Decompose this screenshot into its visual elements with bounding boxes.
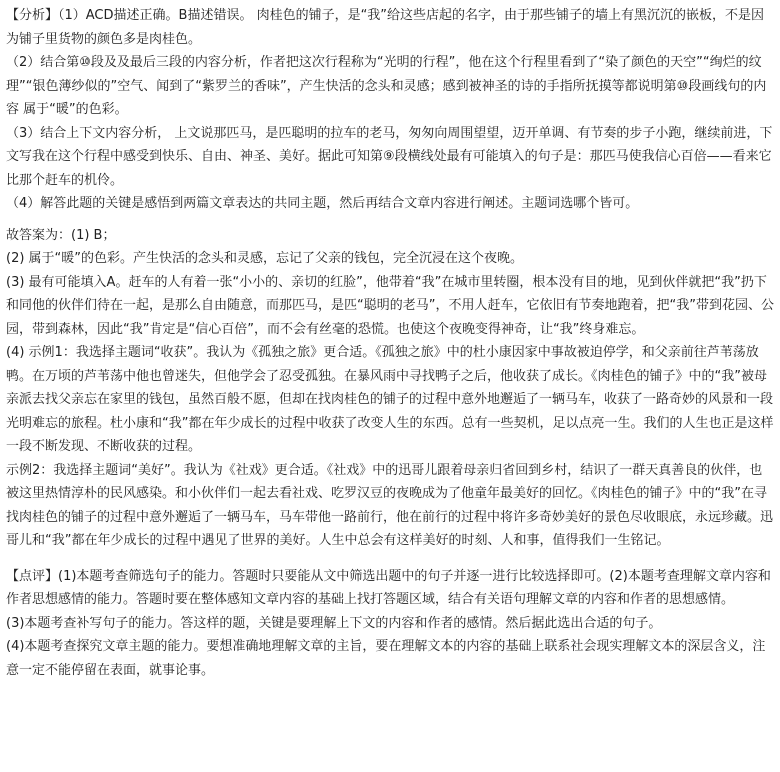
analysis-section [6, 4, 774, 216]
analysis-part-4: （4）解答此题的关键是感悟到两篇文章表达的共同主题，然后再结合文章内容进行阐述。主题词选哪个皆可。 [6, 196, 639, 211]
comment-section [6, 565, 774, 683]
answer-part-4-example-2: 示例2：我选择主题词“美好”。我认为《社戏》更合适。《社戏》中的迅哥儿跟着母亲归省回到乡村，结识了一群天真善良的伙伴，也被这里热情淳朴的民风感染。和小伙伴们一起去看社戏、吃罗汉豆的夜晚成为了他童年最美好的回忆。《肉桂色的铺子》中的“我”在寻找肉桂色的铺子的过程中意外邂逅了一辆马车，马车带他一路前行，他在前行的过程中将许多奇妙美好的景色尽收眼底，永远珍藏。迅哥儿和“我”都在年少成长的过程中遇见了世界的美好。人生中总会有这样美好的时刻、人和事，值得我们一生铭记。 [6, 462, 774, 548]
comment-part-1-2: 【点评】(1)本题考查筛选句子的能力。答题时只要能从文中筛选出题中的句子并逐一进行比较选择即可。(2)本题考查理解文章内容和作者思想感情的能力。答题时要在整体感知文章内容的基础上找打答题区域，结合有关语句理解文章的内容和作者的思想感情。 [6, 568, 771, 607]
analysis-part-3: （3）结合上下文内容分析， 上文说那匹马，是匹聪明的拉车的老马，匆匆向周围望望，迈开单调、有节奏的步子小跑，继续前进，下文写我在这个行程中感受到快乐、自由、神圣、美好。据此可知第⑨段横线处最有可能填入的句子是：那匹马使我信心百倍——看来它比那个赶车的机伶。 [6, 125, 773, 188]
answer-part-3: (3) 最有可能填入A。赶车的人有着一张“小小的、亲切的红脸”，他带着“我”在城市里转圈，根本没有目的地，见到伙伴就把“我”扔下和同他的伙伴们待在一起，是那么自由随意，而那匹马，是匹“聪明的老马”，不用人赶车，它依旧有节奏地跑着，把“我”带到花园、公园，带到森林，因此“我”肯定是“信心百倍”，而不会有丝毫的恐慌。也使这个夜晚变得神奇，让“我”终身难忘。 [6, 274, 774, 337]
analysis-part-2: （2）结合第⑩段及及最后三段的内容分析，作者把这次行程称为“光明的行程”，他在这个行程里看到了“染了颜色的天空”“绚烂的纹理”“银色薄纱似的”空气、闻到了“紫罗兰的香味”，产生快活的念头和灵感；感到被神圣的诗的手指所抚摸等都说明第⑩段画线句的内容 属于“暖”的色彩。 [6, 55, 767, 117]
comment-part-3: (3)本题考查补写句子的能力。答这样的题，关键是要理解上下文的内容和作者的感情。然后据此选出合适的句子。 [6, 615, 662, 631]
answer-part-1: 故答案为：(1) B； [6, 227, 116, 243]
answer-part-2: (2) 属于“暖”的色彩。产生快活的念头和灵感，忘记了父亲的钱包，完全沉浸在这个夜晚。 [6, 251, 524, 266]
answer-section [6, 224, 774, 553]
answer-part-4-example-1: (4) 示例1：我选择主题词“收获”。我认为《孤独之旅》更合适。《孤独之旅》中的杜小康因家中事故被迫停学，和父亲前往芦苇荡放鸭。在万顷的芦苇荡中他也曾迷失，但他学会了忍受孤独。在暴风雨中寻找鸭子之后，他收获了成长。《肉桂色的铺子》中的“我”被母亲派去找父亲忘在家里的钱包，虽然百般不愿，但却在找肉桂色的铺子的过程中意外地邂逅了一辆马车，收获了一路奇妙的风景和一段光明难忘的旅程。杜小康和“我”都在年少成长的过程中收获了改变人生的东西。总有一些契机，足以点亮一生。我们的人生也正是这样一段不断发现、不断收获的过程。 [6, 345, 774, 454]
comment-part-4: (4)本题考查探究文章主题的能力。要想准确地理解文章的主旨，要在理解文本的内容的基础上联系社会现实理解文本的深层含义，注意一定不能停留在表面，就事论事。 [6, 639, 766, 678]
analysis-part-1: 【分析】（1）ACD描述正确。B描述错误。 肉桂色的铺子，是“我”给这些店起的名字，由于那些铺子的墙上有黑沉沉的嵌板，不是因为铺子里货物的颜色多是肉桂色。 [6, 8, 765, 47]
